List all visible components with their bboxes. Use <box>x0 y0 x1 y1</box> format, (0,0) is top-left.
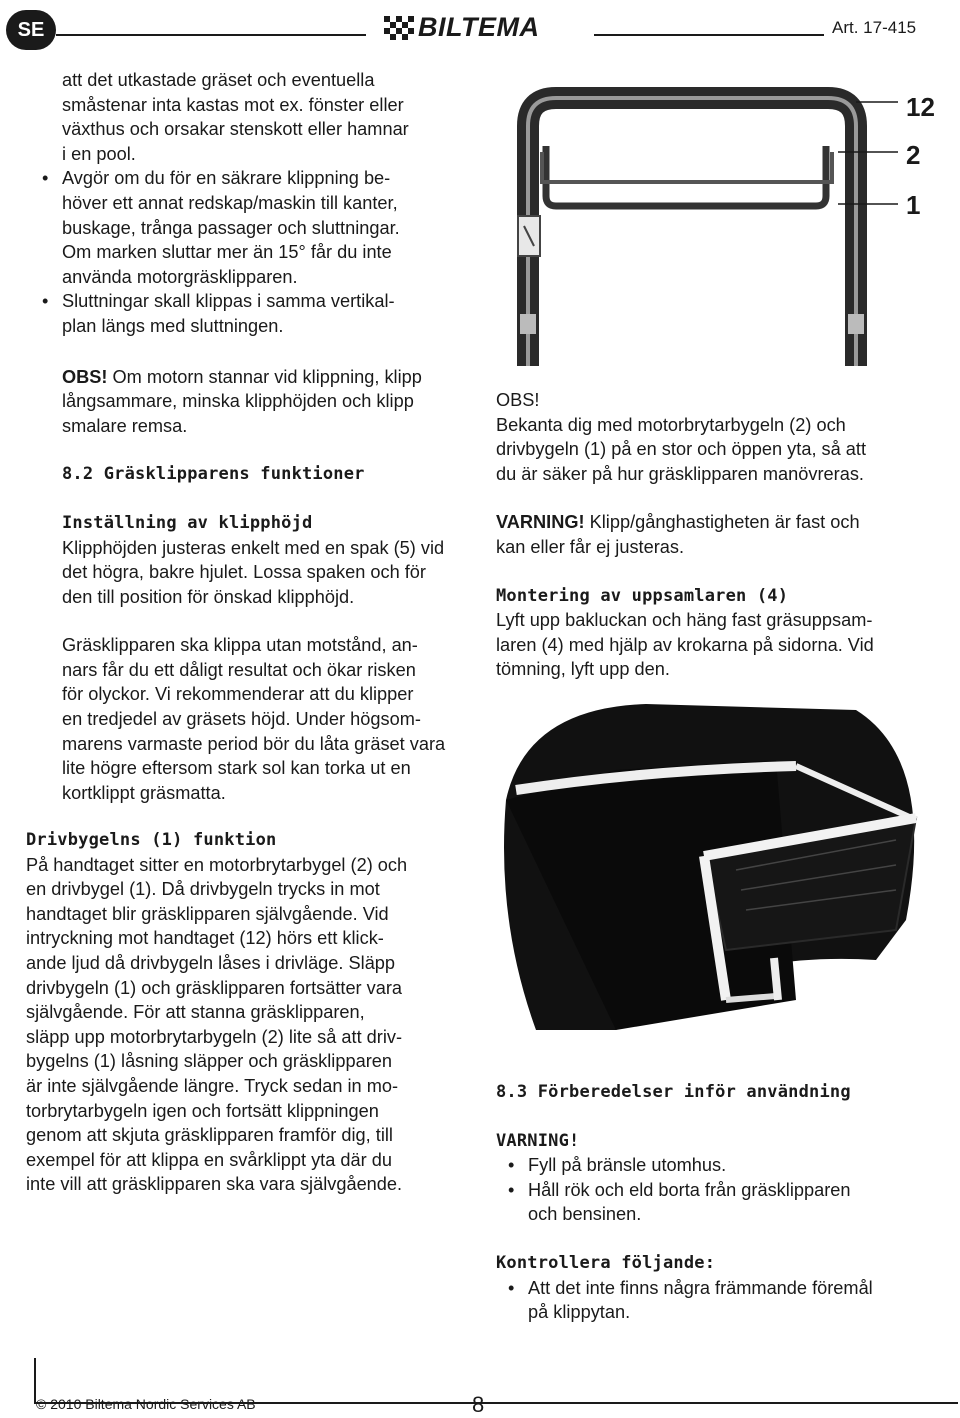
text-line: marens varmaste period bör du låta gräset vara <box>62 733 446 754</box>
cutting-height-paragraph <box>62 536 472 610</box>
header-rule-right <box>594 34 824 36</box>
callout-label-1: 1 <box>906 190 921 220</box>
text-line: det högra, bakre hjulet. Lossa spaken och för <box>62 562 426 583</box>
brand-name: BILTEMA <box>418 12 540 42</box>
safety-bullet-list <box>40 166 472 338</box>
intro-paragraph <box>62 68 472 166</box>
text-line: den till position för önskad klipphöjd. <box>62 586 355 607</box>
collector-paragraph <box>496 608 936 682</box>
article-number: Art. 17-415 <box>832 18 917 37</box>
section-heading-8-2: 8.2 Gräsklipparens funktioner <box>62 464 365 485</box>
resistance-paragraph <box>62 633 472 805</box>
text-line: för olyckor. Vi rekommenderar att du klipper <box>62 684 414 705</box>
text-line: använda motorgräsklipparen. <box>62 266 298 287</box>
text-line: • Håll rök och eld borta från gräsklipparen <box>528 1179 851 1200</box>
text-line: Om marken sluttar mer än 15° får du inte <box>62 242 392 263</box>
handle-illustration <box>498 86 952 368</box>
text-line: i en pool. <box>62 143 136 164</box>
text-line: du är säker på hur gräsklipparen manövreras. <box>496 463 864 484</box>
text-line: på klippytan. <box>528 1302 631 1323</box>
obs-label: OBS! <box>62 366 108 387</box>
text-line: drivbygeln (1) på en stor och öppen yta, så att <box>496 439 867 460</box>
text-line: självgående. För att stanna gräsklipparen, <box>26 1002 365 1023</box>
drive-bar-section <box>26 828 476 1197</box>
text-line: På handtaget sitter en motorbrytarbygel (2) och <box>26 854 408 875</box>
check-heading: Kontrollera följande: <box>496 1252 716 1273</box>
language-badge <box>6 10 56 50</box>
left-column <box>62 68 472 805</box>
text-line: bygelns (1) låsning släpper och gräsklipparen <box>26 1051 392 1072</box>
text-line: att det utkastade gräset och eventuella <box>62 70 375 90</box>
text-line: Gräsklipparen ska klippa utan motstånd, an- <box>62 635 418 656</box>
callout-label-2: 2 <box>906 140 921 170</box>
check-list <box>506 1276 942 1325</box>
drive-bar-paragraph <box>26 853 476 1197</box>
text-line: buskage, trånga passager och sluttningar. <box>62 217 400 238</box>
text-line: smalare remsa. <box>62 415 188 436</box>
text-line: är inte självgående längre. Tryck sedan in mo- <box>26 1075 399 1096</box>
text-line: genom att skjuta gräsklipparen framför dig, till <box>26 1125 393 1146</box>
language-code: SE <box>17 18 45 41</box>
bullet-item <box>40 289 472 338</box>
text-line: ande ljud då drivbygeln låses i drivläge. Släpp <box>26 952 396 973</box>
obs-note <box>62 365 472 439</box>
text-line: inte vill att gräsklipparen ska vara självgående. <box>26 1174 403 1195</box>
biltema-logo <box>384 14 580 44</box>
grass-collector-illustration <box>496 700 944 1060</box>
text-line: lite högre eftersom stark sol kan torka ut en <box>62 758 411 779</box>
text-line: höver ett annat redskap/maskin till kanter, <box>62 192 398 213</box>
bullet-item <box>506 1153 942 1178</box>
text-line: långsammare, minska klipphöjden och klipp <box>62 391 414 412</box>
text-line: torbrytarbygeln igen och fortsätt klippningen <box>26 1100 379 1121</box>
text-line: exempel för att klippa en svårklippt yta där du <box>26 1149 392 1170</box>
subheading-drive-bar: Drivbygelns (1) funktion <box>26 830 277 850</box>
warning-label: VARNING! <box>496 512 585 533</box>
text-line: • Fyll på bränsle utomhus. <box>528 1155 727 1176</box>
text-line: Klipphöjden justeras enkelt med en spak (5) vid <box>62 537 445 558</box>
handlebar-drawing <box>518 98 898 366</box>
text-line: Bekanta dig med motorbrytarbygeln (2) och <box>496 414 846 435</box>
text-line: Lyft upp bakluckan och häng fast gräsuppsam- <box>496 610 873 631</box>
section-heading-8-3: 8.3 Förberedelser inför användning <box>496 1082 851 1102</box>
warning-list <box>506 1153 942 1227</box>
text-line: en tredjedel av gräsets höjd. Under högsom- <box>62 709 421 730</box>
preparation-section <box>496 1080 942 1325</box>
text-line: • Att det inte finns några främmande föremål <box>528 1277 873 1298</box>
collector-drawing <box>504 704 916 1030</box>
bullet-item <box>506 1276 942 1325</box>
bullet-item <box>506 1178 942 1227</box>
obs-label-right: OBS! <box>496 390 540 410</box>
text-line: växthus och orsakar stenskott eller hamnar <box>62 119 409 140</box>
text-line: intryckning mot handtaget (12) hörs ett klick- <box>26 928 384 949</box>
obs-paragraph-right <box>496 413 936 487</box>
text-line: handtaget blir gräsklipparen självgående. Vid <box>26 903 389 924</box>
text-line: småstenar inta kastas mot ex. fönster eller <box>62 94 404 115</box>
text-line: tömning, lyft upp den. <box>496 659 670 680</box>
bullet-item <box>40 166 472 289</box>
right-column <box>496 388 936 682</box>
text-line: • Avgör om du för en säkrare klippning be- <box>62 168 391 189</box>
text-line: nars får du ett dåligt resultat och ökar risken <box>62 659 416 680</box>
text-line: en drivbygel (1). Då drivbygeln trycks in mot <box>26 879 380 900</box>
warning-heading: VARNING! <box>496 1130 580 1151</box>
text-line: Om motorn stannar vid klippning, klipp <box>112 366 422 387</box>
warning-speed-note <box>496 510 936 559</box>
subheading-collector: Montering av uppsamlaren (4) <box>496 585 789 606</box>
callout-label-12: 12 <box>906 92 935 122</box>
text-line: • Sluttningar skall klippas i samma vertikal- <box>62 291 395 312</box>
text-line: drivbygeln (1) och gräsklipparen fortsätter vara <box>26 977 403 998</box>
text-line: Klipp/gånghastigheten är fast och <box>589 512 860 533</box>
header-rule-left <box>56 34 366 36</box>
text-line: och bensinen. <box>528 1204 642 1225</box>
page-number: 8 <box>472 1392 485 1417</box>
subheading-cutting-height: Inställning av klipphöjd <box>62 512 313 533</box>
text-line: kortklippt gräsmatta. <box>62 782 226 803</box>
text-line: släpp upp motorbrytarbygeln (2) lite så att driv- <box>26 1026 403 1047</box>
text-line: plan längs med sluttningen. <box>62 315 284 336</box>
text-line: laren (4) med hjälp av krokarna på sidorna. Vid <box>496 634 874 655</box>
checker-flag-icon <box>384 14 418 44</box>
text-line: kan eller får ej justeras. <box>496 536 685 557</box>
copyright-notice: © 2010 Biltema Nordic Services AB <box>36 1396 256 1412</box>
